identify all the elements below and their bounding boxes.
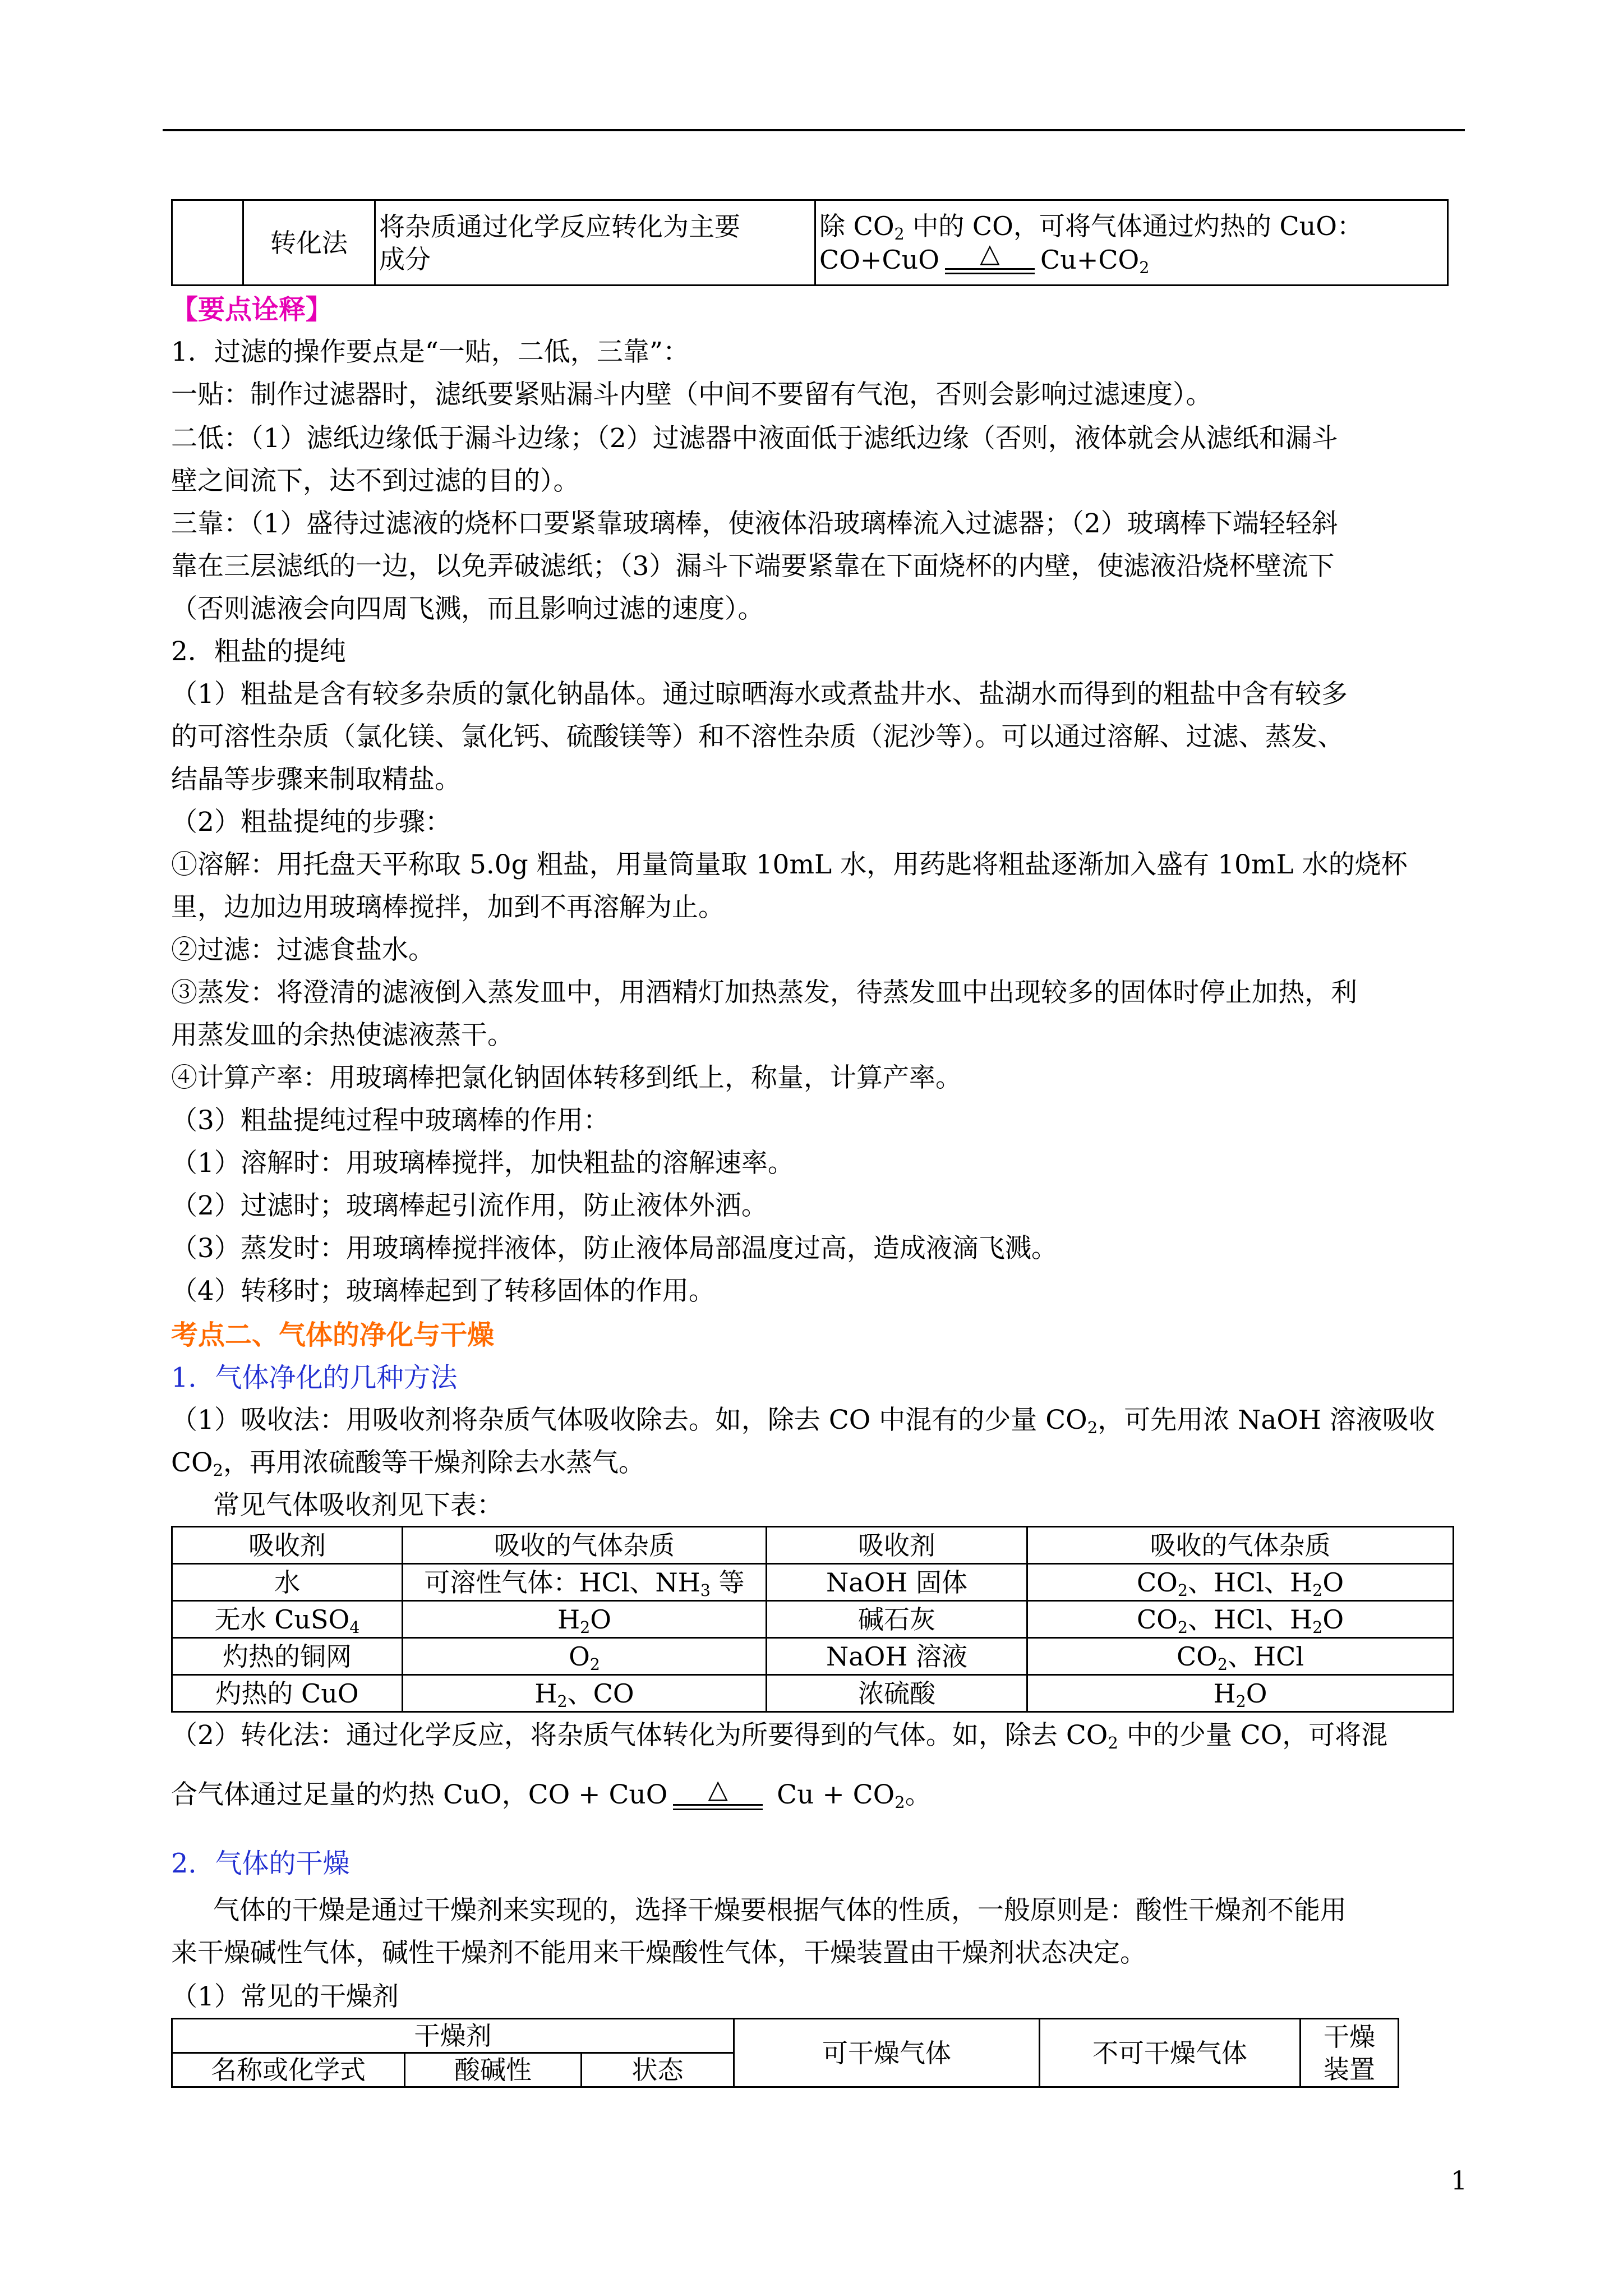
header-cell: 状态 (582, 2053, 734, 2087)
absorb-table-intro: 常见气体吸收剂见下表： (213, 1490, 503, 1521)
table-cell: 可溶性气体：HCl、$NH_3$ 等 (403, 1564, 767, 1601)
key-points-heading: 【要点诠释】 (171, 294, 333, 325)
table-cell: 浓硫酸 (767, 1675, 1027, 1712)
header-rule (163, 129, 1465, 131)
text-line: （3）蒸发时：用玻璃棒搅拌液体，防止液体局部温度过高，造成液滴飞溅。 (171, 1233, 1058, 1264)
section-2-title: 考点二、气体的净化与干燥 (171, 1319, 495, 1351)
header-cell: 干燥 装置 (1301, 2019, 1399, 2087)
text-line: 一贴：制作过滤器时，滤纸要紧贴漏斗内壁（中间不要留有气泡，否则会影响过滤速度）。 (171, 379, 1212, 410)
text-line: （2）粗盐提纯的步骤： (171, 807, 451, 838)
text-line: 结晶等步骤来制取精盐。 (171, 764, 461, 795)
header-cell: 吸收剂 (767, 1527, 1027, 1564)
header-cell: 吸收的气体杂质 (1027, 1527, 1454, 1564)
text-line: （1）粗盐是含有较多杂质的氯化钠晶体。通过晾晒海水或煮盐井水、盐湖水而得到的粗盐中含有较多 (171, 679, 1348, 710)
table-cell: NaOH 溶液 (767, 1638, 1027, 1675)
text-line: （4）转移时；玻璃棒起到了转移固体的作用。 (171, 1276, 715, 1306)
empty-cell (172, 200, 243, 286)
subsection-1-title: 1．气体净化的几种方法 (171, 1362, 458, 1393)
drying-para-line-3: （1）常见的干燥剂 (171, 1981, 399, 2012)
table-cell: $H_2O$ (1027, 1675, 1454, 1712)
text-line: （1）溶解时：用玻璃棒搅拌，加快粗盐的溶解速率。 (171, 1148, 794, 1179)
table-cell: $CO_2$、HCl、$H_2O$ (1027, 1601, 1454, 1638)
conversion-method-table (171, 199, 1449, 286)
drying-para-line-1: 气体的干燥是通过干燥剂来实现的，选择干燥要根据气体的性质，一般原则是：酸性干燥剂不能用 (213, 1895, 1347, 1926)
text-line: 靠在三层滤纸的一边，以免弄破滤纸；（3）漏斗下端要紧靠在下面烧杯的内壁，使滤液沿烧杯壁流下 (171, 551, 1335, 582)
table-cell: $H_2$、CO (403, 1675, 767, 1712)
table-cell: $CO_2$、HCl、$H_2O$ (1027, 1564, 1454, 1601)
header-cell: 吸收剂 (172, 1527, 403, 1564)
text-line: （2）过滤时；玻璃棒起引流作用，防止液体外洒。 (171, 1190, 768, 1221)
convert-line-1: （2）转化法：通过化学反应，将杂质气体转化为所要得到的气体。如，除去 $CO_2$ 中的少量 CO，可将混 (171, 1720, 1388, 1753)
text-line: （否则滤液会向四周飞溅，而且影响过滤的速度）。 (171, 593, 764, 624)
table-cell: 无水 CuSO$_4$ (172, 1601, 403, 1638)
description-cell: 将杂质通过化学反应转化为主要 成分 (375, 200, 815, 286)
text-line: 二低：（1）滤纸边缘低于漏斗边缘；（2）过滤器中液面低于滤纸边缘（否则，液体就会从滤纸和漏斗 (171, 423, 1338, 454)
table-cell: $O_2$ (403, 1638, 767, 1675)
text-line: 2．粗盐的提纯 (171, 636, 346, 667)
example-line-1: 除 $CO_2$ 中的 CO，可将气体通过灼热的 CuO： (819, 210, 1363, 243)
table-cell: 灼热的铜网 (172, 1638, 403, 1675)
header-cell: 名称或化学式 (172, 2053, 405, 2087)
text-line: ③蒸发：将澄清的滤液倒入蒸发皿中，用酒精灯加热蒸发，待蒸发皿中出现较多的固体时停止加热，利 (171, 977, 1357, 1008)
text-line: 三靠：（1）盛待过滤液的烧杯口要紧靠玻璃棒，使液体沿玻璃棒流入过滤器；（2）玻璃棒下端轻轻斜 (171, 508, 1338, 539)
subsection-2-title: 2．气体的干燥 (171, 1848, 350, 1879)
header-cell: 可干燥气体 (734, 2019, 1040, 2087)
text-line: 里，边加边用玻璃棒搅拌，加到不再溶解为止。 (171, 892, 725, 923)
heat-condition: △ (945, 242, 1035, 276)
drying-agent-table (171, 2018, 1399, 2088)
drying-para-line-2: 来干燥碱性气体，碱性干燥剂不能用来干燥酸性气体，干燥装置由干燥剂状态决定。 (171, 1938, 1146, 1968)
table-cell: 碱石灰 (767, 1601, 1027, 1638)
heat-condition: △ (673, 1778, 763, 1812)
page-number: 1 (1451, 2165, 1468, 2196)
absorb-line-2: $CO_2$，再用浓硫酸等干燥剂除去水蒸气。 (171, 1447, 645, 1480)
table-cell: 灼热的 CuO (172, 1675, 403, 1712)
method-cell: 转化法 (243, 200, 375, 286)
text-line: 壁之间流下，达不到过滤的目的）。 (171, 466, 580, 496)
text-line: ②过滤：过滤食盐水。 (171, 935, 435, 965)
table-cell: $H_2O$ (403, 1601, 767, 1638)
absorb-line-1: （1）吸收法：用吸收剂将杂质气体吸收除去。如，除去 CO 中混有的少量 $CO_2$，可先用浓 NaOH 溶液吸收 (171, 1405, 1435, 1438)
text-line: ①溶解：用托盘天平称取 5.0g 粗盐，用量筒量取 10mL 水，用药匙将粗盐逐渐加入盛有 10mL 水的烧杯 (171, 849, 1408, 880)
table-cell: 水 (172, 1564, 403, 1601)
example-equation: CO+CuO △ $Cu+CO_2$ (819, 237, 1150, 277)
header-cell: 酸碱性 (405, 2053, 582, 2087)
text-line: 用蒸发皿的余热使滤液蒸干。 (171, 1020, 514, 1051)
header-cell: 吸收的气体杂质 (403, 1527, 767, 1564)
text-line: 的可溶性杂质（氯化镁、氯化钙、硫酸镁等）和不溶性杂质（泥沙等）。可以通过溶解、过滤、蒸发、 (171, 721, 1344, 752)
header-cell: 不可干燥气体 (1040, 2019, 1301, 2087)
table-cell: NaOH 固体 (767, 1564, 1027, 1601)
table-cell: $CO_2$、HCl (1027, 1638, 1454, 1675)
absorbent-table (171, 1526, 1454, 1713)
text-line: （3）粗盐提纯过程中玻璃棒的作用： (171, 1105, 610, 1136)
header-cell: 干燥剂 (172, 2019, 734, 2053)
text-line: 1．过滤的操作要点是“一贴，二低，三靠”： (171, 337, 689, 367)
example-cell (815, 200, 1448, 286)
convert-line-2: 合气体通过足量的灼热 CuO，CO + CuO △ $Cu + CO_2$。 (171, 1774, 932, 1812)
text-line: ④计算产率：用玻璃棒把氯化钠固体转移到纸上，称量，计算产率。 (171, 1062, 962, 1093)
